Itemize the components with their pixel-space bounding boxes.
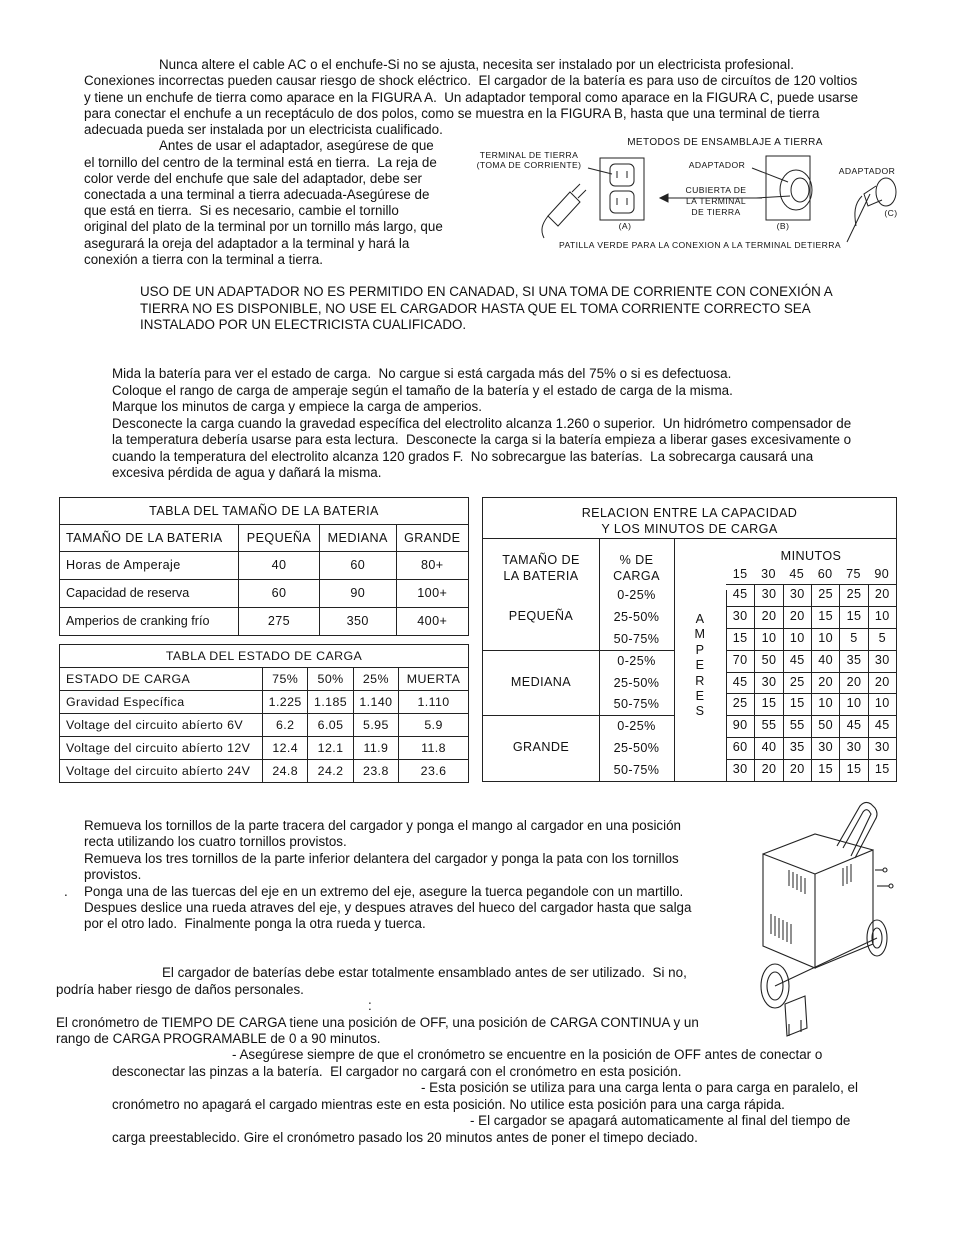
terminal-label: TERMINAL DE TIERRA — [479, 150, 579, 160]
amperes-cell: 10 — [754, 628, 782, 650]
table-row — [60, 608, 469, 636]
amperes-cell: 20 — [754, 759, 782, 781]
operation-line: El cronómetro de TIEMPO DE CARGA tiene una posición de OFF, una posición de CARGA CONTINUA y un — [56, 1015, 699, 1030]
table-cell: 12.1 — [308, 737, 353, 760]
amperes-cell: 25 — [732, 696, 748, 711]
row-label: Voltage del circuito abíerto 6V — [60, 714, 263, 737]
size-header: GRANDE — [396, 525, 468, 552]
amperes-cell: 20 — [839, 672, 867, 694]
table-cell: 100+ — [396, 580, 468, 608]
table-row — [60, 714, 469, 737]
table-cell: 60 — [239, 580, 320, 608]
figure-a-label: (A) — [618, 221, 632, 231]
table-cell: 1.185 — [308, 691, 353, 714]
capacity-pct-header: CARGA — [613, 569, 660, 583]
amperes-letter: E — [695, 658, 705, 673]
charge-table-title: TABLA DEL ESTADO DE CARGA — [60, 645, 469, 668]
amperes-cell: 35 — [839, 650, 867, 672]
table-row — [60, 760, 469, 783]
amperes-letter: P — [695, 642, 705, 657]
intro-line: asegurará la oreja del adaptador a la terminal y hará la — [84, 236, 410, 251]
amperes-cell: 45 — [783, 650, 811, 672]
minutes-value: 45 — [789, 567, 805, 581]
amperes-cell: 15 — [811, 759, 839, 781]
capacity-size-header: LA BATERIA — [503, 569, 579, 583]
amperes-cell: 15 — [839, 606, 867, 628]
amperes-cell: 20 — [783, 606, 811, 628]
table-row — [60, 552, 469, 580]
table-cell: 60 — [319, 552, 396, 580]
amperes-cell: 60 — [732, 740, 748, 755]
table-cell: 23.8 — [353, 760, 398, 783]
minutes-value: 75 — [846, 567, 861, 581]
operation-line: : — [368, 998, 372, 1013]
intro-line: conexión a tierra con la terminal a tierra. — [84, 252, 323, 267]
assembly-line: Despues deslice una rueda atraves del eje, y despues atraves del hueco del cargador hasta que salga — [84, 900, 692, 915]
intro-line: para conectar el enchufe a un receptáculo de dos polos, como se muestra en la FIGURA B, hasta que una terminal de tierra — [84, 106, 820, 121]
terminal-label: (TOMA DE CORRIENTE) — [476, 160, 582, 170]
amperes-letter: M — [694, 627, 706, 642]
adaptador-b-label: ADAPTADOR — [688, 160, 746, 170]
amperes-cell: 35 — [783, 737, 811, 759]
intro-line: adecuada pueda ser instalada por un electricista cualificado. — [84, 122, 443, 137]
figure-title: METODOS DE ENSAMBLAJE A TIERRA — [627, 137, 823, 148]
amperes-letter: R — [695, 673, 705, 688]
table-cell: 80+ — [396, 552, 468, 580]
figure-c-label: (C) — [884, 208, 898, 218]
battery-size-table — [59, 497, 469, 636]
amperes-cell: 15 — [783, 693, 811, 715]
adaptador-c-label: ADAPTADOR — [838, 166, 896, 176]
step-line: cuando la temperatura del electrolito alcanza 120 grados F. No sobrecargue las baterías. La sobrecarga causará una — [112, 449, 814, 464]
amperes-cell: 50 — [811, 715, 839, 737]
figure-b-label: (B) — [776, 221, 790, 231]
minutes-value: 90 — [874, 567, 890, 581]
operation-line: carga preestablecido. Gire el cronómetro pasado los 20 minutos antes de poner el timepo deciado. — [112, 1130, 698, 1145]
assembly-line: recta utilizando los cuatro tornillos provistos. — [84, 834, 347, 849]
group-divider — [483, 650, 674, 651]
table-cell: 1.225 — [263, 691, 308, 714]
amperes-cell: 30 — [732, 608, 748, 623]
amperes-cell: 20 — [754, 606, 782, 628]
amperes-cell: 15 — [839, 759, 867, 781]
amperes-cell: 5 — [868, 628, 896, 650]
amperes-cell: 5 — [839, 628, 867, 650]
amperes-cell: 20 — [868, 584, 896, 606]
step-line: Coloque el rango de carga de amperaje según el tamaño de la batería y el estado de carga de la misma. — [112, 383, 733, 398]
warning-line: TIERRA NO ES DISPONIBLE, NO USE EL CARGADOR HASTA QUE EL TOMA CORRIENTE CORRECTO SEA — [140, 301, 811, 316]
amperes-cell: 30 — [868, 650, 896, 672]
charge-pct: 25-50% — [613, 741, 660, 756]
table-cell: 350 — [319, 608, 396, 636]
assembly-line: provistos. — [84, 867, 142, 882]
cubierta-label: LA TERMINAL — [685, 196, 747, 206]
charge-pct: 50-75% — [613, 697, 660, 712]
amperes-cell: 15 — [811, 606, 839, 628]
row-label: Amperios de cranking frío — [60, 608, 239, 636]
intro-line: original del plato de la terminal por un tornillo más largo, que — [84, 219, 443, 234]
charge-header: 75% — [263, 668, 308, 691]
charge-state-table — [59, 644, 469, 783]
table-cell: 275 — [239, 608, 320, 636]
charge-header: MUERTA — [399, 668, 469, 691]
amperes-cell: 45 — [839, 715, 867, 737]
amperes-cell: 10 — [868, 606, 896, 628]
table-cell: 90 — [319, 580, 396, 608]
step-line: Mida la batería para ver el estado de carga. No cargue si está cargada más del 75% o si es defectuosa. — [112, 366, 732, 381]
capacity-title: RELACION ENTRE LA CAPACIDAD — [581, 506, 798, 520]
charge-pct: 25-50% — [613, 609, 660, 624]
patilla-label: PATILLA VERDE PARA LA CONEXION A LA TERMINAL DETIERRA — [559, 240, 841, 250]
amperes-cell: 15 — [868, 759, 896, 781]
intro-line: y tiene un enchufe de tierra como aparace en la FIGURA A. Un adaptador temporal como aparace en la FIGURA C, puede usarse — [84, 90, 859, 105]
intro-line: Antes de usar el adaptador, asegúrese de que — [159, 138, 434, 153]
table-row — [60, 737, 469, 760]
amperes-cell: 50 — [754, 650, 782, 672]
charge-header: 50% — [308, 668, 353, 691]
minutes-value: 15 — [732, 567, 748, 581]
minutes-header: MINUTOS — [780, 549, 842, 563]
charger-illustration — [745, 798, 915, 1043]
battery-size-label: GRANDE — [512, 740, 570, 755]
operation-line: - Asegúrese siempre de que el cronómetro se encuentre en la posición de OFF antes de conectar o — [232, 1047, 823, 1062]
intro-line: Nunca altere el cable AC o el enchufe-Si no se ajusta, necesita ser instalado por un electricista profesional. — [159, 57, 794, 72]
operation-line: - Esta posición se utiliza para una carga lenta o para carga en paralelo, el — [421, 1080, 858, 1095]
amperes-cell: 30 — [868, 737, 896, 759]
capacity-pct-header: % DE — [619, 553, 654, 567]
operation-line: desconectar las pinzas a la batería. El cargador no cargará con el cronómetro en esta posición. — [112, 1064, 682, 1079]
amperes-cell: 25 — [839, 584, 867, 606]
outlet-a — [600, 158, 644, 220]
battery-size-label: PEQUEÑA — [508, 608, 574, 623]
amperes-letter: A — [695, 612, 705, 626]
amperes-cell: 55 — [783, 715, 811, 737]
minutes-row — [726, 566, 896, 582]
step-line: Desconecte la carga cuando la gravedad específica del electrolito alcanza 1.260 o superior. Un hidrómetro compensador de — [112, 416, 852, 431]
assembly-bullet: . — [64, 884, 68, 899]
amperes-cell: 55 — [754, 715, 782, 737]
amperes-cell: 10 — [783, 628, 811, 650]
assembly-line: Ponga una de las tuercas del eje en un extremo del eje, asegure la tuerca pegandole con un martillo. — [84, 884, 684, 899]
charge-pct: 50-75% — [613, 631, 660, 646]
capacity-groups — [483, 584, 896, 781]
charge-pct: 0-25% — [617, 588, 656, 602]
size-header: MEDIANA — [319, 525, 396, 552]
grounding-drawing — [470, 134, 910, 258]
amperes-cell: 25 — [811, 584, 839, 606]
row-label: Voltage del circuito abíerto 24V — [60, 760, 263, 783]
operation-line: podría haber riesgo de daños personales. — [56, 982, 304, 997]
amperes-cell: 10 — [811, 628, 839, 650]
table-cell: 24.2 — [308, 760, 353, 783]
table-row — [60, 691, 469, 714]
amperes-cell: 30 — [839, 737, 867, 759]
minutes-value: 30 — [761, 567, 776, 581]
intro-line: el tornillo del centro de la terminal está en tierra. La reja de — [84, 155, 437, 170]
charge-pct: 0-25% — [617, 653, 656, 668]
battery-size-label: MEDIANA — [510, 674, 572, 689]
size-header: PEQUEÑA — [239, 525, 320, 552]
operation-line: rango de CARGA PROGRAMABLE de 0 a 90 minutos. — [56, 1031, 381, 1046]
size-table-title: TABLA DEL TAMAÑO DE LA BATERIA — [60, 498, 469, 525]
charge-header: 25% — [353, 668, 398, 691]
capacity-minutes-table — [482, 497, 897, 782]
amperes-cell: 10 — [868, 693, 896, 715]
operation-line: cronómetro no apagará el cargado mientras este en esta posición. No utilice esta posición para una carga rápida. — [112, 1097, 785, 1112]
operation-line: El cargador de baterías debe estar totalmente ensamblado antes de ser utilizado. Si no, — [162, 965, 687, 980]
intro-line: que está en tierra. Si es necesario, cambie el tornillo — [84, 203, 399, 218]
step-line: la temperatura debería usarse para esta lectura. Desconecte la carga si la batería empieza a liberar gases excesivamente o — [112, 432, 852, 447]
intro-line: conectada a una terminal a tierra adecuada-Asegúrese de — [84, 187, 430, 202]
group-divider — [483, 715, 674, 716]
cubierta-label: DE TIERRA — [691, 207, 741, 217]
charge-pct: 25-50% — [613, 675, 660, 690]
amperes-cell: 30 — [811, 737, 839, 759]
table-cell: 6.2 — [263, 714, 308, 737]
charge-header: ESTADO DE CARGA — [60, 668, 263, 691]
assembly-line: Remueva los tres tornillos de la parte inferior delantera del cargador y ponga la pata con los tornillos — [84, 851, 679, 866]
amperes-cell: 45 — [868, 715, 896, 737]
amperes-letter: E — [695, 689, 705, 704]
table-cell: 400+ — [396, 608, 468, 636]
intro-line: Conexiones incorrectas pueden causar riesgo de shock eléctrico. El cargador de la batería es para uso de circuítos de 120 voltios — [84, 73, 858, 88]
amperes-cell: 40 — [811, 650, 839, 672]
table-cell: 24.8 — [263, 760, 308, 783]
table-cell: 1.110 — [399, 691, 469, 714]
amperes-cell: 45 — [732, 674, 748, 689]
amperes-cell: 20 — [783, 759, 811, 781]
capacity-size-header: TAMAÑO DE — [502, 553, 580, 567]
table-cell: 12.4 — [263, 737, 308, 760]
amperes-cell: 10 — [839, 693, 867, 715]
amperes-cell: 70 — [732, 652, 748, 667]
charge-pct: 50-75% — [613, 763, 660, 778]
amperes-cell: 10 — [811, 693, 839, 715]
grounding-figure — [470, 134, 910, 258]
table-cell: 11.9 — [353, 737, 398, 760]
table-cell: 23.6 — [399, 760, 469, 783]
row-label: Voltage del circuito abíerto 12V — [60, 737, 263, 760]
amperes-cell: 30 — [754, 584, 782, 606]
table-cell: 6.05 — [308, 714, 353, 737]
amperes-cell: 40 — [754, 737, 782, 759]
amperes-cell: 45 — [732, 587, 748, 601]
operation-line: - El cargador se apagará automaticamente al final del tiempo de — [470, 1113, 851, 1128]
row-label: Horas de Amperaje — [60, 552, 239, 580]
capacity-title: Y LOS MINUTOS DE CARGA — [601, 522, 778, 536]
step-line: Marque los minutos de carga y empiece la carga de amperios. — [112, 399, 482, 414]
assembly-line: por el otro lado. Finalmente ponga la otra rueda y tuerca. — [84, 916, 426, 931]
amperes-cell: 30 — [783, 584, 811, 606]
table-cell: 5.95 — [353, 714, 398, 737]
amperes-cell: 15 — [732, 630, 748, 645]
table-cell: 1.140 — [353, 691, 398, 714]
charge-pct: 0-25% — [617, 719, 656, 734]
amperes-cell: 15 — [754, 693, 782, 715]
amperes-cell: 30 — [732, 762, 748, 777]
warning-line: INSTALADO POR UN ELECTRICISTA CUALIFICADO. — [140, 317, 467, 332]
amperes-cell: 20 — [868, 672, 896, 694]
step-line: excesiva pérdida de agua y dañará la misma. — [112, 465, 382, 480]
minutes-value: 60 — [817, 567, 833, 581]
amperes-cell: 90 — [732, 718, 748, 733]
amperes-cell: 30 — [754, 672, 782, 694]
table-cell: 40 — [239, 552, 320, 580]
table-cell: 11.8 — [399, 737, 469, 760]
size-header: TAMAÑO DE LA BATERIA — [60, 525, 239, 552]
warning-line: USO DE UN ADAPTADOR NO ES PERMITIDO EN CANADAD, SI UNA TOMA DE CORRIENTE CON CONEXIÓN A — [140, 284, 833, 299]
cubierta-label: CUBIERTA DE — [685, 185, 747, 195]
table-cell: 5.9 — [399, 714, 469, 737]
table-row — [60, 580, 469, 608]
row-label: Gravidad Específica — [60, 691, 263, 714]
row-label: Capacidad de reserva — [60, 580, 239, 608]
amperes-letter: S — [695, 704, 705, 719]
amperes-cell: 20 — [811, 672, 839, 694]
assembly-line: Remueva los tornillos de la parte tracera del cargador y ponga el mango al cargador en una posición — [84, 818, 681, 833]
intro-line: color verde del enchufe que sale del adaptador, debe ser — [84, 171, 422, 186]
amperes-cell: 25 — [783, 672, 811, 694]
